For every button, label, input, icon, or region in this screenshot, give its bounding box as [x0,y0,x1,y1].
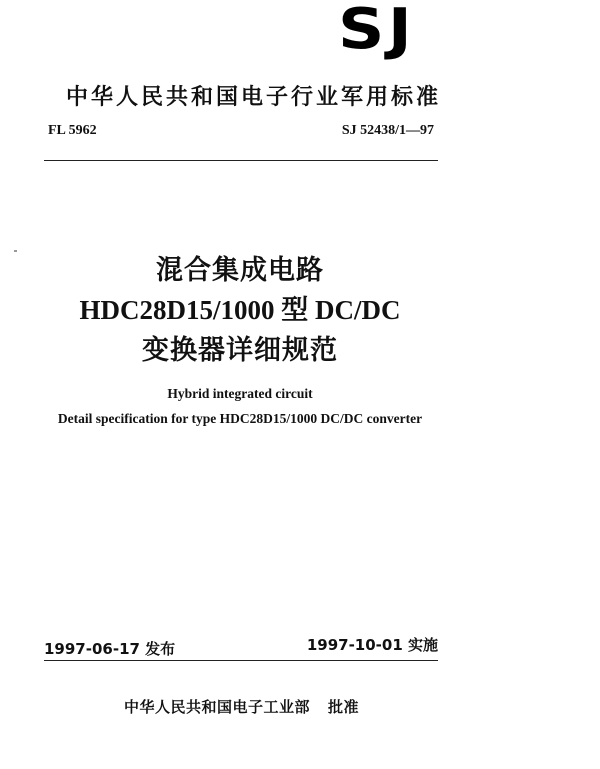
approval-label: 批准 [328,698,360,716]
document-title-line-3: 变换器详细规范 [142,335,338,366]
document-title-line-2: HDC28D15/1000 型 DC/DC [79,295,401,325]
footer-divider [44,660,438,661]
english-title-line-2: Detail specification for type HDC28D15/1000 DC/DC converter [57,411,423,426]
scan-mark [14,250,17,252]
publish-date: 1997-06-17 发布 [44,640,176,658]
sj-logo: SJ [338,0,416,62]
header-divider [44,160,438,161]
issuing-authority [124,696,359,717]
issuer-name: 中华人民共和国电子工业部 [124,698,311,716]
standard-number: SJ 52438/1—97 [341,123,434,138]
effective-date: 1997-10-01 实施 [306,636,438,654]
classification-code: FL 5962 [48,123,97,138]
organization-title: 中华人民共和国电子行业军用标准 [66,85,442,110]
english-title-line-1: Hybrid integrated circuit [167,386,313,401]
document-title-line-1: 混合集成电路 [156,255,324,286]
